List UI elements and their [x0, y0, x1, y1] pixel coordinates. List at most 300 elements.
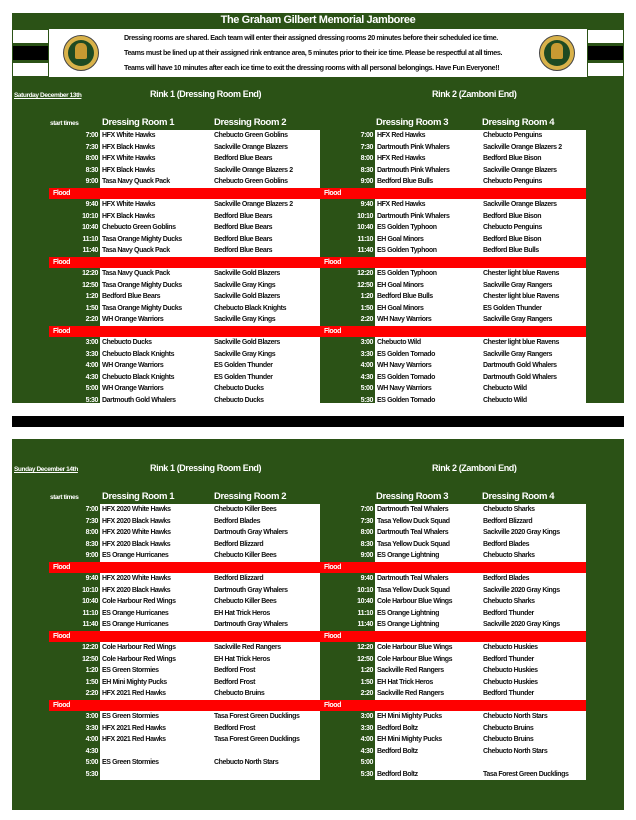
dressing-room-4-team: Chebucto Huskies: [483, 678, 538, 686]
table-row: [50, 677, 320, 689]
stripe-white: [588, 30, 623, 43]
dressing-room-4-team: Bedford Thunder: [483, 655, 534, 663]
table-row: [322, 769, 586, 781]
table-row: [322, 757, 586, 769]
start-time: 7:30: [360, 143, 373, 151]
dressing-room-4-team: Sackville Gray Rangers: [483, 316, 553, 323]
stripe-black: [13, 46, 48, 60]
dressing-room-1-team: Bedford Blue Bears: [102, 293, 161, 300]
dressing-room-1-team: HFX White Hawks: [102, 132, 156, 139]
dressing-room-1-team: HFX 2020 Black Hawks: [102, 586, 171, 594]
start-time: 10:40: [357, 224, 373, 231]
start-time: 9:40: [85, 201, 98, 208]
flood-bar-rink1: Flood: [49, 631, 320, 642]
rink1-label: Rink 1 (Dressing Room End): [150, 463, 262, 473]
dressing-room-3-team: Sackville Red Rangers: [377, 690, 444, 697]
table-row: [322, 688, 586, 700]
day-label: Sunday December 14th: [14, 466, 78, 473]
dressing-room-4-team: Chebucto Sharks: [483, 506, 535, 513]
dressing-room-2-team: Chebucto Ducks: [214, 396, 264, 404]
start-time: 12:50: [82, 281, 98, 289]
dressing-room-2-team: Bedford Blue Bears: [214, 224, 273, 231]
dressing-room-4-team: Sackville 2020 Gray Kings: [483, 621, 560, 628]
start-time: 3:30: [85, 350, 98, 358]
dressing-room-1-team: Chebucto Green Goblins: [102, 224, 176, 231]
start-time: 10:40: [357, 598, 373, 605]
table-row: [322, 314, 586, 326]
dressing-room-3-team: EH Goal Minors: [377, 281, 424, 289]
table-row: [50, 642, 320, 654]
dressing-room-4-team: Chebucto Penguins: [483, 132, 542, 139]
table-row: [322, 539, 586, 551]
dressing-room-4-team: Chebucto North Stars: [483, 713, 548, 720]
start-time: 3:30: [360, 724, 373, 732]
dressing-room-3-team: EH Goal Minors: [377, 235, 424, 243]
dressing-room-1-team: HFX 2020 Black Hawks: [102, 540, 171, 548]
start-time: 4:30: [85, 747, 98, 755]
flag-stripes-right: [587, 29, 624, 77]
flood-bar-rink1: Flood: [49, 326, 320, 337]
table-row: [50, 383, 320, 395]
start-time: 1:50: [85, 304, 98, 312]
dressing-room-2-team: EH Hat Trick Heros: [214, 609, 270, 617]
start-time: 4:00: [360, 736, 373, 743]
table-row: [322, 349, 586, 361]
dressing-room-4-team: Chester light blue Ravens: [483, 339, 559, 346]
dressing-room-4-header: Dressing Room 4: [482, 491, 555, 502]
dressing-room-2-team: Bedford Blades: [214, 517, 261, 525]
start-time: 5:00: [85, 759, 98, 766]
table-row: [50, 280, 320, 292]
dressing-room-3-team: ES Golden Typhoon: [377, 224, 437, 231]
table-row: [322, 165, 586, 177]
dressing-room-1-team: Cole Harbour Red Wings: [102, 655, 176, 663]
flood-bar-rink2: Flood: [320, 257, 586, 268]
start-time: 9:00: [360, 552, 373, 559]
page-title: The Graham Gilbert Memorial Jamboree: [220, 14, 416, 26]
table-row: [322, 677, 586, 689]
start-time: 11:40: [82, 247, 98, 254]
stripe-black: [588, 46, 623, 60]
separator-stripe-black: [12, 416, 624, 427]
dressing-room-3-team: HFX Red Hawks: [377, 132, 426, 139]
dressing-room-2-team: Sackville Gold Blazers: [214, 270, 280, 277]
dressing-room-3-team: ES Golden Tornado: [377, 350, 436, 358]
table-row: [50, 211, 320, 223]
table-row: [50, 711, 320, 723]
start-time: 7:30: [360, 517, 373, 525]
table-row: [322, 130, 586, 142]
start-time: 5:30: [85, 770, 98, 778]
dressing-room-3-team: EH Mini Mighty Pucks: [377, 736, 442, 743]
dressing-room-3-team: ES Orange Lightning: [377, 621, 440, 628]
start-time: 8:30: [360, 540, 373, 548]
table-row: [50, 527, 320, 539]
table-row: [322, 337, 586, 349]
dressing-room-2-team: Sackville Orange Blazers 2: [214, 166, 293, 174]
dressing-room-4-team: Sackville Orange Blazers 2: [483, 143, 562, 151]
flood-bar-rink2: Flood: [320, 562, 586, 573]
start-time: 1:20: [85, 293, 98, 300]
dressing-room-2-team: Bedford Blue Bears: [214, 212, 273, 220]
dressing-room-4-team: Chebucto Bruins: [483, 724, 534, 732]
flood-bar-rink2: Flood: [320, 631, 586, 642]
note-line: Teams will have 10 minutes after each ice time to exit the dressing rooms with all personal belongings. Have Fun Everyone!!: [124, 63, 500, 72]
separator-stripe-white: [12, 427, 624, 439]
table-row: [322, 585, 586, 597]
dressing-room-2-team: Tasa Forest Green Ducklings: [214, 713, 300, 720]
table-row: [50, 746, 320, 758]
dressing-room-2-team: Sackville Orange Blazers: [214, 143, 288, 151]
dressing-room-3-team: Chebucto Wild: [377, 339, 421, 346]
table-row: [322, 550, 586, 562]
table-row: [322, 222, 586, 234]
dressing-room-2-header: Dressing Room 2: [214, 117, 287, 128]
dressing-room-2-team: Chebucto Killer Bees: [214, 552, 277, 559]
header-band: [12, 29, 624, 77]
dressing-room-3-team: ES Golden Tornado: [377, 373, 436, 381]
start-time: 12:20: [82, 270, 98, 277]
dressing-room-4-team: Chebucto Bruins: [483, 736, 534, 743]
dressing-room-3-team: WH Navy Warriors: [377, 362, 432, 369]
start-time: 12:20: [357, 644, 373, 651]
start-time: 8:00: [85, 155, 98, 162]
separator-stripe-white: [12, 403, 624, 417]
dressing-room-3-team: ES Golden Typhoon: [377, 247, 437, 254]
start-time: 1:20: [360, 293, 373, 300]
dressing-room-1-team: Chebucto Ducks: [102, 339, 152, 346]
dressing-room-4-team: Chebucto Penguins: [483, 224, 542, 231]
dressing-room-4-team: Tasa Forest Green Ducklings: [483, 770, 569, 778]
dressing-room-3-team: Bedford Boltz: [377, 724, 418, 732]
dressing-room-1-team: Cole Harbour Red Wings: [102, 644, 176, 651]
start-time: 5:30: [360, 770, 373, 778]
table-row: [322, 516, 586, 528]
dressing-room-3-team: WH Navy Warriors: [377, 316, 432, 323]
dressing-room-1-team: Chebucto Black Knights: [102, 373, 175, 381]
dressing-room-2-header: Dressing Room 2: [214, 491, 287, 502]
dressing-room-3-team: Bedford Boltz: [377, 747, 418, 755]
dressing-room-4-team: Sackville Orange Blazers: [483, 201, 557, 208]
dressing-room-3-team: EH Mini Mighty Pucks: [377, 713, 442, 720]
table-row: [322, 383, 586, 395]
start-time: 10:10: [82, 212, 98, 220]
start-time: 11:40: [357, 621, 373, 628]
dressing-room-1-team: HFX 2021 Red Hawks: [102, 724, 166, 732]
table-row: [322, 608, 586, 620]
dressing-room-1-team: ES Green Stormies: [102, 713, 159, 720]
start-time: 5:00: [85, 385, 98, 392]
start-time: 12:50: [357, 281, 373, 289]
dressing-room-1-team: HFX Black Hawks: [102, 143, 155, 151]
start-time: 7:00: [85, 132, 98, 139]
dressing-room-1-team: Tasa Orange Mighty Ducks: [102, 235, 182, 243]
dressing-room-2-team: Chebucto Killer Bees: [214, 506, 277, 513]
table-row: [322, 723, 586, 735]
start-time: 3:30: [360, 350, 373, 358]
table-row: [50, 153, 320, 165]
dressing-room-2-team: Sackville Gold Blazers: [214, 339, 280, 346]
table-row: [50, 303, 320, 315]
dressing-room-3-team: Sackville Red Rangers: [377, 667, 444, 674]
dressing-room-1-team: Chebucto Black Knights: [102, 350, 175, 358]
dressing-room-1-team: Tasa Orange Mighty Ducks: [102, 281, 182, 289]
start-time: 1:20: [360, 667, 373, 674]
table-row: [322, 268, 586, 280]
dressing-room-2-team: Chebucto Killer Bees: [214, 598, 277, 605]
dressing-room-2-team: Sackville Gray Kings: [214, 316, 276, 323]
dressing-room-3-team: Dartmouth Teal Whalers: [377, 575, 449, 582]
start-time: 7:00: [85, 506, 98, 513]
dressing-room-4-team: Dartmouth Gold Whalers: [483, 362, 557, 369]
start-time: 11:40: [357, 247, 373, 254]
dressing-room-4-team: Sackville Gray Rangers: [483, 281, 553, 289]
table-row: [50, 360, 320, 372]
dressing-room-1-team: WH Orange Warriors: [102, 362, 164, 369]
dressing-room-3-team: Dartmouth Pink Whalers: [377, 212, 450, 220]
table-row: [50, 165, 320, 177]
dressing-room-3-team: Tasa Yellow Duck Squad: [377, 517, 450, 525]
start-time: 9:00: [85, 552, 98, 559]
table-row: [322, 642, 586, 654]
dressing-room-2-team: Bedford Frost: [214, 667, 256, 674]
table-row: [50, 314, 320, 326]
table-row: [322, 746, 586, 758]
dressing-room-1-team: Tasa Navy Quack Pack: [102, 178, 170, 185]
dressing-room-4-team: Sackville 2020 Gray Kings: [483, 586, 560, 594]
start-time: 10:10: [357, 586, 373, 594]
table-row: [322, 142, 586, 154]
start-time: 2:20: [85, 690, 98, 697]
start-time: 5:00: [360, 385, 373, 392]
dressing-room-2-team: Sackville Gray Kings: [214, 350, 276, 358]
start-time: 7:00: [360, 132, 373, 139]
dressing-room-1-team: Cole Harbour Red Wings: [102, 598, 176, 605]
dressing-room-4-team: Bedford Blades: [483, 540, 530, 548]
day-label: Saturday December 13th: [14, 92, 82, 99]
dressing-room-2-team: Chebucto Bruins: [214, 690, 265, 697]
table-row: [322, 504, 586, 516]
dressing-room-1-team: HFX 2020 White Hawks: [102, 529, 171, 536]
table-row: [50, 130, 320, 142]
dressing-room-1-team: Tasa Navy Quack Pack: [102, 247, 170, 254]
start-time: 11:40: [82, 621, 98, 628]
table-row: [50, 596, 320, 608]
dressing-room-3-team: Dartmouth Pink Whalers: [377, 166, 450, 174]
start-time: 4:30: [360, 373, 373, 381]
dressing-room-2-team: Dartmouth Gray Whalers: [214, 529, 288, 536]
start-time: 11:10: [357, 609, 373, 617]
rink2-label: Rink 2 (Zamboni End): [432, 463, 517, 473]
dressing-room-4-team: Bedford Blue Bulls: [483, 247, 539, 254]
dressing-room-2-team: Chebucto Green Goblins: [214, 132, 288, 139]
chebucto-logo-icon: [63, 35, 99, 71]
table-row: [50, 234, 320, 246]
dressing-room-2-team: Chebucto North Stars: [214, 759, 279, 766]
table-row: [50, 573, 320, 585]
dressing-room-4-team: Chester light blue Ravens: [483, 270, 559, 277]
dressing-room-2-team: Bedford Blizzard: [214, 575, 264, 582]
dressing-room-3-team: Cole Harbour Blue Wings: [377, 644, 453, 651]
dressing-room-1-team: HFX 2021 Red Hawks: [102, 736, 166, 743]
dressing-room-4-team: Sackville Gray Rangers: [483, 350, 553, 358]
dressing-room-3-team: Tasa Yellow Duck Squad: [377, 586, 450, 594]
table-row: [50, 757, 320, 769]
table-row: [50, 654, 320, 666]
dressing-room-4-team: Bedford Thunder: [483, 690, 534, 697]
dressing-room-4-team: Bedford Blizzard: [483, 517, 533, 525]
dressing-room-4-team: Chebucto Huskies: [483, 644, 538, 651]
table-row: [50, 665, 320, 677]
dressing-room-3-team: WH Navy Warriors: [377, 385, 432, 392]
start-time: 12:50: [82, 655, 98, 663]
start-time: 5:30: [360, 396, 373, 404]
table-row: [322, 619, 586, 631]
table-row: [322, 711, 586, 723]
table-row: [322, 199, 586, 211]
rink2-label: Rink 2 (Zamboni End): [432, 89, 517, 99]
dressing-room-3-header: Dressing Room 3: [376, 491, 449, 502]
start-time: 9:40: [360, 201, 373, 208]
dressing-room-4-team: Chebucto Wild: [483, 396, 527, 404]
table-row: [322, 176, 586, 188]
start-time: 12:20: [82, 644, 98, 651]
start-time: 9:00: [360, 178, 373, 185]
dressing-room-4-team: Chebucto Wild: [483, 385, 527, 392]
flood-bar-rink2: Flood: [320, 700, 586, 711]
dressing-room-1-team: Dartmouth Gold Whalers: [102, 396, 176, 404]
dressing-room-2-team: Bedford Blue Bears: [214, 235, 273, 243]
start-time: 3:00: [360, 339, 373, 346]
dressing-room-3-team: Dartmouth Teal Whalers: [377, 529, 449, 536]
table-row: [322, 527, 586, 539]
table-row: [50, 769, 320, 781]
dressing-room-2-team: Sackville Orange Blazers 2: [214, 201, 293, 208]
dressing-room-1-team: HFX 2020 Black Hawks: [102, 517, 171, 525]
table-row: [50, 245, 320, 257]
table-row: [322, 291, 586, 303]
dressing-room-1-team: ES Green Stormies: [102, 759, 159, 766]
note-line: Teams must be lined up at their assigned rink entrance area, 5 minutes prior to their ice time. Please be respectful at all times.: [124, 48, 503, 57]
dressing-room-1-team: EH Mini Mighty Pucks: [102, 678, 167, 686]
start-time: 8:30: [85, 540, 98, 548]
dressing-room-3-team: EH Hat Trick Heros: [377, 678, 433, 686]
table-row: [50, 349, 320, 361]
start-time: 11:10: [82, 235, 98, 243]
flood-bar-rink2: Flood: [320, 188, 586, 199]
table-row: [50, 176, 320, 188]
start-time: 4:30: [85, 373, 98, 381]
start-time: 1:20: [85, 667, 98, 674]
dressing-room-4-team: Bedford Blue Bison: [483, 235, 542, 243]
table-row: [322, 654, 586, 666]
chebucto-logo-icon: [539, 35, 575, 71]
dressing-room-1-team: HFX White Hawks: [102, 155, 156, 162]
dressing-room-2-team: Sackville Gold Blazers: [214, 293, 280, 300]
dressing-room-3-team: ES Golden Typhoon: [377, 270, 437, 277]
dressing-room-1-team: ES Green Stormies: [102, 667, 159, 674]
dressing-room-4-team: Chebucto Huskies: [483, 667, 538, 674]
start-time: 9:40: [360, 575, 373, 582]
dressing-room-4-team: Sackville 2020 Gray Kings: [483, 529, 560, 536]
table-row: [50, 268, 320, 280]
table-row: [322, 372, 586, 384]
flood-bar-rink1: Flood: [49, 257, 320, 268]
start-time: 4:30: [360, 747, 373, 755]
dressing-room-1-team: HFX Black Hawks: [102, 212, 155, 220]
start-time: 2:20: [360, 316, 373, 323]
table-row: [50, 688, 320, 700]
table-row: [50, 337, 320, 349]
table-row: [50, 199, 320, 211]
dressing-room-4-team: Chebucto Sharks: [483, 598, 535, 605]
dressing-room-4-team: Bedford Thunder: [483, 609, 534, 617]
flood-bar-rink1: Flood: [49, 562, 320, 573]
start-time: 1:50: [360, 678, 373, 686]
dressing-room-2-team: Dartmouth Gray Whalers: [214, 621, 288, 628]
start-time: 8:30: [360, 166, 373, 174]
dressing-room-2-team: Chebucto Ducks: [214, 385, 264, 392]
dressing-room-3-team: Cole Harbour Blue Wings: [377, 598, 453, 605]
flood-bar-rink1: Flood: [49, 188, 320, 199]
table-row: [322, 360, 586, 372]
table-row: [322, 211, 586, 223]
dressing-room-4-team: Chebucto North Stars: [483, 747, 548, 755]
start-time: 5:30: [85, 396, 98, 404]
table-row: [50, 372, 320, 384]
dressing-room-1-team: HFX White Hawks: [102, 201, 156, 208]
dressing-room-4-team: Chebucto Penguins: [483, 178, 542, 185]
table-row: [322, 245, 586, 257]
start-time: 9:00: [85, 178, 98, 185]
table-row: [322, 280, 586, 292]
table-row: [50, 608, 320, 620]
dressing-room-3-team: Bedford Boltz: [377, 770, 418, 778]
start-time: 10:10: [82, 586, 98, 594]
dressing-room-1-team: Tasa Orange Mighty Ducks: [102, 304, 182, 312]
dressing-room-1-team: WH Orange Warriors: [102, 385, 164, 392]
dressing-room-2-team: Dartmouth Gray Whalers: [214, 586, 288, 594]
table-row: [50, 734, 320, 746]
start-time: 2:20: [85, 316, 98, 323]
start-time: 8:00: [360, 155, 373, 162]
start-time: 10:40: [82, 598, 98, 605]
start-time: 4:00: [85, 736, 98, 743]
dressing-room-1-header: Dressing Room 1: [102, 491, 175, 502]
start-time: 8:30: [85, 166, 98, 174]
flag-stripes-left: [12, 29, 49, 77]
dressing-room-2-team: Bedford Frost: [214, 724, 256, 732]
dressing-room-1-team: HFX 2020 White Hawks: [102, 575, 171, 582]
table-row: [50, 142, 320, 154]
start-time: 7:00: [360, 506, 373, 513]
dressing-room-2-team: ES Golden Thunder: [214, 373, 273, 381]
table-row: [50, 504, 320, 516]
start-time: 3:00: [85, 713, 98, 720]
day-section: [12, 449, 624, 809]
dressing-room-1-team: Tasa Navy Quack Pack: [102, 270, 170, 277]
table-row: [322, 303, 586, 315]
dressing-room-1-team: ES Orange Hurricanes: [102, 552, 169, 559]
start-times-label: start times: [50, 494, 79, 501]
dressing-room-4-team: Dartmouth Gold Whalers: [483, 373, 557, 381]
dressing-room-2-team: Chebucto Green Goblins: [214, 178, 288, 185]
table-row: [50, 619, 320, 631]
dressing-room-3-team: ES Orange Lightning: [377, 609, 440, 617]
dressing-room-4-header: Dressing Room 4: [482, 117, 555, 128]
start-time: 1:50: [360, 304, 373, 312]
dressing-room-1-header: Dressing Room 1: [102, 117, 175, 128]
